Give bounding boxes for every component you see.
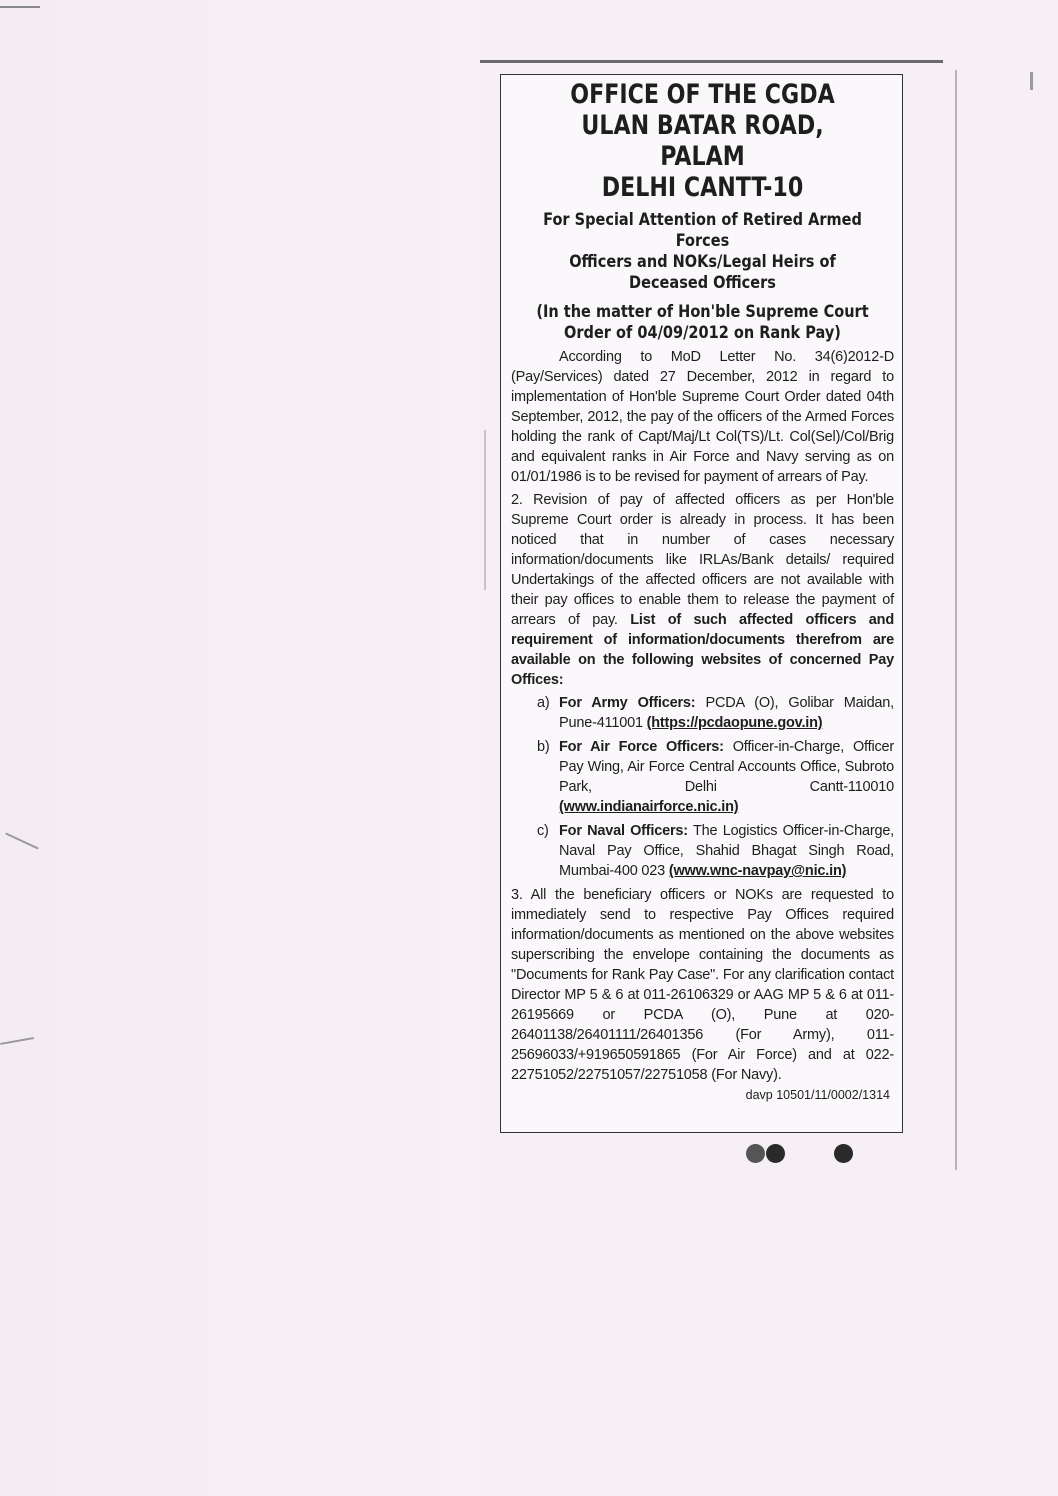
list-item-text: Officer-in-Charge, Officer Pay Wing, Air Force Central Accounts Office, Subroto Park, Delhi Cantt-110010 [559, 739, 895, 795]
scan-left-margin [0, 0, 480, 1496]
davp-reference: davp 10501/11/0002/1314 [745, 1088, 890, 1102]
attention-line-1: For Special Attention of Retired Armed Forces [543, 210, 862, 250]
list-item-text: The Logistics Officer-in-Charge, Naval Pay Office, Shahid Bhagat Singh Road, Mumbai-400 023 [559, 823, 895, 879]
heading-line-2: ULAN BATAR ROAD, PALAM [581, 110, 824, 172]
registration-marks [742, 1142, 862, 1168]
newspaper-notice [500, 74, 903, 1133]
paragraph-2 [511, 490, 894, 690]
matter-subheading [534, 301, 871, 343]
list-marker: b) [537, 739, 550, 755]
list-item-label: For Air Force Officers: [559, 739, 724, 755]
scan-mark [1030, 72, 1033, 90]
paragraph-2-bold: List of such affected officers and requirement of information/documents therefrom are available on the following websites of concerned Pay Offices: [511, 612, 894, 688]
list-marker: c) [537, 823, 549, 839]
paragraph-3: 3. All the beneficiary officers or NOKs are requested to immediately send to respective Pay Offices required information/documents as mentioned on the above websites superscribing the envelope containing the documents as "Documents for Rank Pay Case". For any clarification contact Director MP 5 & 6 at 011-26106329 or AAG MP 5 & 6 at 011-26195669 or PCDA (O), Pune at 020-26401138/26401111/26401356 (For Army), 011-25696033/+919650591865 (For Air Force) and at 022-22751052/22751057/22751058 (For Navy). [511, 887, 894, 1083]
attention-line-3: Deceased Officers [629, 273, 776, 292]
list-item-label: For Army Officers: [559, 695, 696, 711]
clipping-top-edge [480, 60, 943, 63]
list-item-air-force [511, 737, 894, 817]
registration-dot [746, 1144, 765, 1163]
registration-dot [766, 1144, 785, 1163]
navy-website-link: (www.wnc-navpay@nic.in) [668, 863, 847, 879]
paragraph-1: According to MoD Letter No. 34(6)2012-D (Pay/Services) dated 27 December, 2012 in regard to implementation of Hon'ble Supreme Court Order dated 04th September, 2012, the pay of the officers of the Armed Forces holding the rank of Capt/Maj/Lt Col(TS)/Lt. Col(Sel)/Col/Brig and equivalent ranks in Air Force and Navy serving as on 01/01/1986 is to be revised for payment of arrears of Pay. [511, 349, 894, 485]
attention-line-2: Officers and NOKs/Legal Heirs of [569, 252, 836, 271]
heading-line-1: OFFICE OF THE CGDA [570, 79, 835, 110]
registration-dot [834, 1144, 853, 1163]
clipping-left-edge [484, 430, 486, 590]
list-marker: a) [537, 695, 550, 711]
matter-line-2: Order of 04/09/2012 on Rank Pay) [564, 323, 841, 342]
clipping-right-edge [955, 70, 957, 1170]
matter-line-1: (In the matter of Hon'ble Supreme Court [536, 302, 869, 321]
list-item-navy [511, 821, 894, 881]
air-force-website-link: (www.indianairforce.nic.in) [559, 799, 739, 815]
attention-subheading [534, 209, 871, 293]
top-left-edge [0, 6, 40, 8]
list-item-label: For Naval Officers: [559, 823, 688, 839]
list-item-text: PCDA (O), Golibar Maidan, Pune-411001 [559, 695, 894, 731]
army-website-link: (https://pcdaopune.gov.in) [646, 715, 823, 731]
paragraph-2-text: 2. Revision of pay of affected officers as per Hon'ble Supreme Court order is already in process. It has been noticed that in number of cases necessary information/documents like IRLAs/Bank details/ required Undertakings of the affected officers are not available with their pay offices to enable them to release the payment of arrears of pay. [511, 492, 894, 628]
heading-line-3: DELHI CANTT-10 [601, 172, 804, 203]
notice-heading [545, 79, 859, 203]
pay-office-list [511, 693, 894, 881]
list-item-army [511, 693, 894, 733]
